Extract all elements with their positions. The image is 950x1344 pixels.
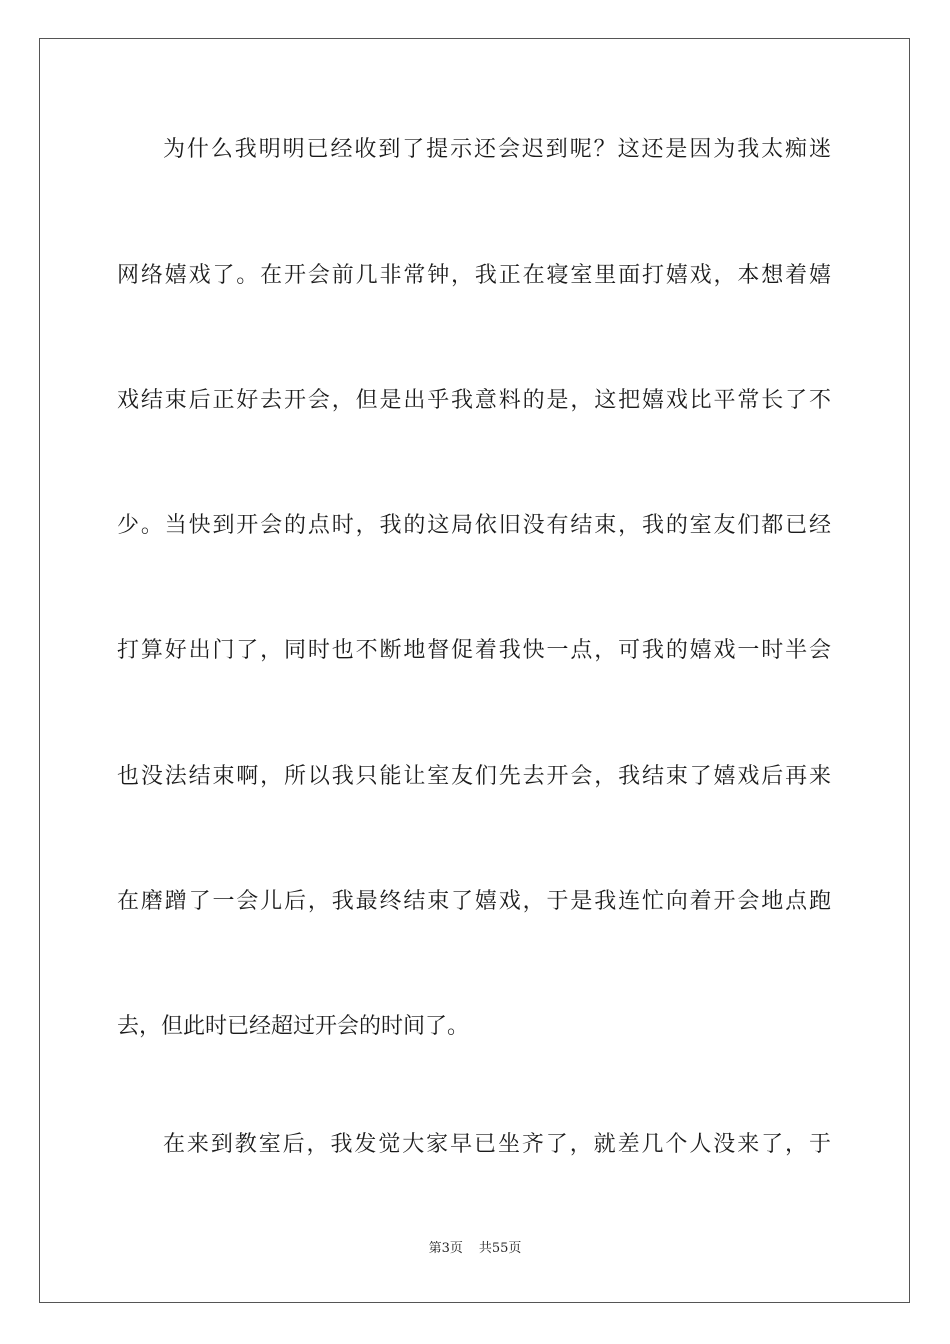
- page-border: [39, 38, 910, 1303]
- paragraph-1-line-4: 少。当快到开会的点时，我的这局依旧没有结束，我的室友们都已经: [117, 513, 831, 538]
- page-number: 第3页: [428, 1241, 463, 1256]
- paragraph-1-line-7: 在磨蹭了一会儿后，我最终结束了嬉戏，于是我连忙向着开会地点跑: [117, 889, 831, 914]
- paragraph-1-line-2: 网络嬉戏了。在开会前几非常钟，我正在寝室里面打嬉戏，本想着嬉: [117, 263, 831, 288]
- paragraph-1-line-1: 为什么我明明已经收到了提示还会迟到呢？这还是因为我太痴迷: [163, 137, 831, 162]
- page-footer: [0, 1240, 950, 1258]
- paragraph-1-line-3: 戏结束后正好去开会，但是出乎我意料的是，这把嬉戏比平常长了不: [117, 388, 831, 413]
- paragraph-1-line-8: 去，但此时已经超过开会的时间了。: [117, 1014, 470, 1039]
- paragraph-1-line-5: 打算好出门了，同时也不断地督促着我快一点，可我的嬉戏一时半会: [117, 638, 831, 663]
- page-total: 共55页: [478, 1241, 522, 1256]
- paragraph-1-line-6: 也没法结束啊，所以我只能让室友们先去开会，我结束了嬉戏后再来: [117, 764, 831, 789]
- paragraph-2-line-1: 在来到教室后，我发觉大家早已坐齐了，就差几个人没来了，于: [163, 1132, 831, 1157]
